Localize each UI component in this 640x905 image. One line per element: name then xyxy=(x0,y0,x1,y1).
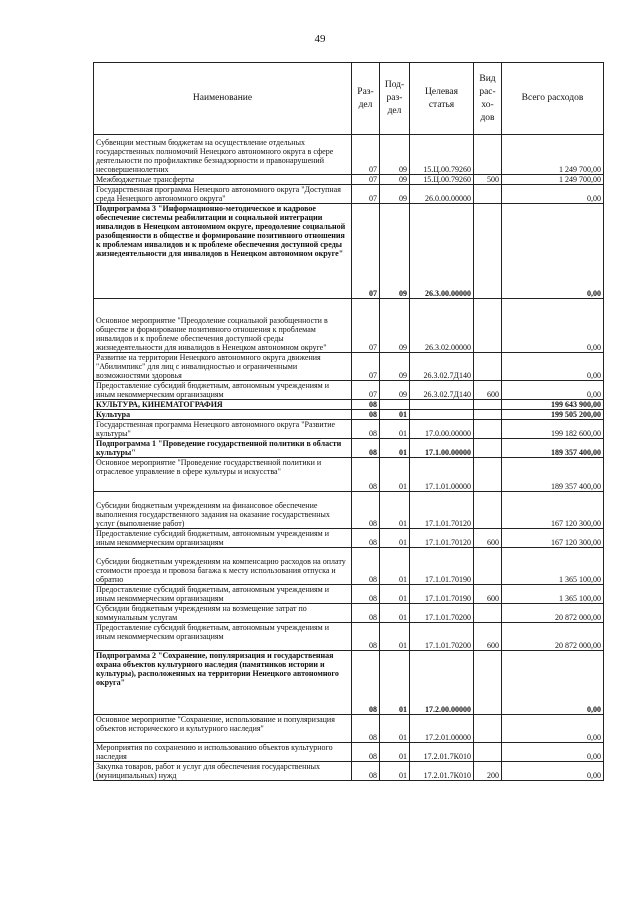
row-subsection: 01 xyxy=(380,410,410,420)
table-row xyxy=(94,762,604,781)
row-section: 08 xyxy=(352,420,380,439)
row-total: 0,00 xyxy=(502,353,604,381)
row-total: 0,00 xyxy=(502,715,604,743)
row-total: 199 505 200,00 xyxy=(502,410,604,420)
header-subsection: Под- раз- дел xyxy=(380,63,410,135)
row-section: 08 xyxy=(352,410,380,420)
row-subsection xyxy=(380,400,410,410)
row-name: Основное мероприятие "Проведение государственной политики и отраслевое управление в сфере культуры и искусства" xyxy=(94,458,352,492)
row-expense-type: 600 xyxy=(474,381,502,400)
row-subsection: 09 xyxy=(380,381,410,400)
row-name: Субсидии бюджетным учреждениям на финансовое обеспечение выполнения государственного задания на оказание государственных услуг (выполнение работ) xyxy=(94,492,352,529)
row-name: Межбюджетные трансферты xyxy=(94,175,352,185)
row-target-article: 17.2.00.00000 xyxy=(410,651,474,715)
row-section: 07 xyxy=(352,299,380,353)
table-row xyxy=(94,135,604,175)
row-total: 0,00 xyxy=(502,299,604,353)
row-total: 199 182 600,00 xyxy=(502,420,604,439)
row-target-article: 17.1.01.70120 xyxy=(410,492,474,529)
row-name: Предоставление субсидий бюджетным, автономным учреждениям и иным некоммерческим организациям xyxy=(94,623,352,651)
row-subsection: 01 xyxy=(380,529,410,548)
row-subsection: 01 xyxy=(380,585,410,604)
row-expense-type xyxy=(474,135,502,175)
row-section: 08 xyxy=(352,604,380,623)
row-subsection: 01 xyxy=(380,439,410,458)
header-target-article: Целевая статья xyxy=(410,63,474,135)
table-row xyxy=(94,458,604,492)
row-section: 08 xyxy=(352,743,380,762)
row-name: Государственная программа Ненецкого автономного округа "Доступная среда Ненецкого автономного округа" xyxy=(94,185,352,204)
row-subsection: 01 xyxy=(380,604,410,623)
row-name: Предоставление субсидий бюджетным, автономным учреждениям и иным некоммерческим организациям xyxy=(94,381,352,400)
table-row xyxy=(94,299,604,353)
row-total: 0,00 xyxy=(502,762,604,781)
row-target-article: 17.1.01.70190 xyxy=(410,585,474,604)
row-section: 08 xyxy=(352,439,380,458)
row-total: 167 120 300,00 xyxy=(502,529,604,548)
row-total: 189 357 400,00 xyxy=(502,439,604,458)
row-target-article: 17.1.01.70190 xyxy=(410,548,474,585)
table-row xyxy=(94,548,604,585)
row-section: 08 xyxy=(352,400,380,410)
row-total: 0,00 xyxy=(502,743,604,762)
row-target-article: 26.3.00.00000 xyxy=(410,204,474,299)
row-subsection: 01 xyxy=(380,743,410,762)
row-section: 08 xyxy=(352,529,380,548)
table-row xyxy=(94,204,604,299)
row-total: 20 872 000,00 xyxy=(502,623,604,651)
table-row xyxy=(94,381,604,400)
row-expense-type xyxy=(474,185,502,204)
row-target-article: 26.3.02.7Д140 xyxy=(410,381,474,400)
row-target-article: 17.1.01.70120 xyxy=(410,529,474,548)
row-name: Субвенции местным бюджетам на осуществление отдельных государственных полномочий Ненецкого автономного округа в сфере деятельности по профилактике безнадзорности и правонарушений несовершеннолетних xyxy=(94,135,352,175)
row-target-article: 17.1.01.70200 xyxy=(410,604,474,623)
row-name: Предоставление субсидий бюджетным, автономным учреждениям и иным некоммерческим организациям xyxy=(94,585,352,604)
row-section: 07 xyxy=(352,135,380,175)
page-number: 49 xyxy=(314,33,326,45)
row-section: 08 xyxy=(352,715,380,743)
row-subsection: 01 xyxy=(380,762,410,781)
row-total: 1 365 100,00 xyxy=(502,548,604,585)
row-section: 08 xyxy=(352,762,380,781)
row-subsection: 01 xyxy=(380,492,410,529)
row-subsection: 09 xyxy=(380,204,410,299)
row-total: 0,00 xyxy=(502,651,604,715)
table-row xyxy=(94,439,604,458)
row-target-article: 26.0.00.00000 xyxy=(410,185,474,204)
header-total: Всего расходов xyxy=(502,63,604,135)
row-name: Предоставление субсидий бюджетным, автономным учреждениям и иным некоммерческим организациям xyxy=(94,529,352,548)
table-row xyxy=(94,743,604,762)
row-target-article xyxy=(410,400,474,410)
table-row xyxy=(94,410,604,420)
row-section: 07 xyxy=(352,381,380,400)
row-subsection: 01 xyxy=(380,651,410,715)
row-name: Подпрограмма 2 "Сохранение, популяризация и государственная охрана объектов культурного наследия (памятников истории и культуры), расположенных на территории Ненецкого автономного округа" xyxy=(94,651,352,715)
table-row xyxy=(94,185,604,204)
row-subsection: 09 xyxy=(380,185,410,204)
header-name: Наименование xyxy=(94,63,352,135)
row-name: Основное мероприятие "Сохранение, использование и популяризация объектов исторического и культурного наследия" xyxy=(94,715,352,743)
row-subsection: 09 xyxy=(380,135,410,175)
row-name: Развитие на территории Ненецкого автономного округа движения "Абилимпикс" для лиц с инвалидностью и ограниченными возможностями здоровья xyxy=(94,353,352,381)
table-row xyxy=(94,353,604,381)
row-total: 0,00 xyxy=(502,381,604,400)
row-total: 1 365 100,00 xyxy=(502,585,604,604)
row-expense-type xyxy=(474,604,502,623)
row-expense-type xyxy=(474,400,502,410)
row-expense-type xyxy=(474,548,502,585)
row-target-article: 17.1.01.00000 xyxy=(410,458,474,492)
row-section: 07 xyxy=(352,353,380,381)
row-total: 189 357 400,00 xyxy=(502,458,604,492)
table-row xyxy=(94,400,604,410)
row-section: 08 xyxy=(352,548,380,585)
row-target-article: 26.3.02.7Д140 xyxy=(410,353,474,381)
budget-table xyxy=(93,62,604,781)
row-expense-type xyxy=(474,715,502,743)
row-subsection: 01 xyxy=(380,623,410,651)
row-name: Подпрограмма 1 "Проведение государственной политики в области культуры" xyxy=(94,439,352,458)
row-total: 0,00 xyxy=(502,204,604,299)
row-section: 07 xyxy=(352,175,380,185)
row-target-article: 26.3.02.00000 xyxy=(410,299,474,353)
header-section: Раз- дел xyxy=(352,63,380,135)
table-row xyxy=(94,420,604,439)
row-expense-type xyxy=(474,651,502,715)
row-expense-type: 600 xyxy=(474,585,502,604)
row-expense-type xyxy=(474,439,502,458)
row-expense-type: 200 xyxy=(474,762,502,781)
row-name: Культура xyxy=(94,410,352,420)
row-total: 167 120 300,00 xyxy=(502,492,604,529)
row-target-article xyxy=(410,410,474,420)
table-row xyxy=(94,715,604,743)
row-name: Закупка товаров, работ и услуг для обеспечения государственных (муниципальных) нужд xyxy=(94,762,352,781)
row-total: 0,00 xyxy=(502,185,604,204)
table-row xyxy=(94,651,604,715)
row-expense-type xyxy=(474,420,502,439)
row-section: 08 xyxy=(352,458,380,492)
table-header-row xyxy=(94,63,604,135)
row-target-article: 17.1.01.70200 xyxy=(410,623,474,651)
row-target-article: 15.Ц.00.79260 xyxy=(410,135,474,175)
row-expense-type xyxy=(474,299,502,353)
row-expense-type xyxy=(474,492,502,529)
row-target-article: 17.0.00.00000 xyxy=(410,420,474,439)
table-row xyxy=(94,623,604,651)
row-total: 1 249 700,00 xyxy=(502,135,604,175)
row-section: 08 xyxy=(352,651,380,715)
row-subsection: 01 xyxy=(380,548,410,585)
row-expense-type xyxy=(474,353,502,381)
row-target-article: 17.2.01.7К010 xyxy=(410,743,474,762)
row-subsection: 09 xyxy=(380,175,410,185)
row-subsection: 01 xyxy=(380,458,410,492)
row-expense-type xyxy=(474,204,502,299)
row-section: 07 xyxy=(352,185,380,204)
row-total: 199 643 900,00 xyxy=(502,400,604,410)
table-row xyxy=(94,175,604,185)
row-target-article: 15.Ц.00.79260 xyxy=(410,175,474,185)
row-name: Мероприятия по сохранению и использованию объектов культурного наследия xyxy=(94,743,352,762)
row-expense-type: 600 xyxy=(474,529,502,548)
table-body xyxy=(94,135,604,781)
row-name: Основное мероприятие "Преодоление социальной разобщенности в обществе и формирование позитивного отношения к проблемам инвалидов и к проблеме обеспечения доступной среды жизнедеятельности для инвалидов в Ненецком автономном округе" xyxy=(94,299,352,353)
row-expense-type: 600 xyxy=(474,623,502,651)
row-total: 20 872 000,00 xyxy=(502,604,604,623)
table-row xyxy=(94,492,604,529)
row-name: КУЛЬТУРА, КИНЕМАТОГРАФИЯ xyxy=(94,400,352,410)
row-expense-type: 500 xyxy=(474,175,502,185)
header-expense-type: Вид рас- хо- дов xyxy=(474,63,502,135)
row-name: Субсидии бюджетным учреждениям на компенсацию расходов на оплату стоимости проезда и провоза багажа к месту использования отпуска и обратно xyxy=(94,548,352,585)
row-section: 08 xyxy=(352,623,380,651)
row-section: 08 xyxy=(352,492,380,529)
row-target-article: 17.2.01.00000 xyxy=(410,715,474,743)
row-subsection: 01 xyxy=(380,715,410,743)
row-subsection: 01 xyxy=(380,420,410,439)
row-subsection: 09 xyxy=(380,353,410,381)
row-subsection: 09 xyxy=(380,299,410,353)
table-row xyxy=(94,604,604,623)
row-expense-type xyxy=(474,410,502,420)
row-section: 08 xyxy=(352,585,380,604)
row-expense-type xyxy=(474,743,502,762)
row-total: 1 249 700,00 xyxy=(502,175,604,185)
row-name: Государственная программа Ненецкого автономного округа "Развитие культуры" xyxy=(94,420,352,439)
table-row xyxy=(94,585,604,604)
table-row xyxy=(94,529,604,548)
row-target-article: 17.2.01.7К010 xyxy=(410,762,474,781)
row-name: Подпрограмма 3 "Информационно-методическое и кадровое обеспечение системы реабилитации и социальной интеграции инвалидов в Ненецком автономном округе, преодоление социальной разобщенности в обществе и формирование позитивного отношения к проблемам инвалидов и к проблеме обеспечения доступной среды жизнедеятельности для инвалидов в Ненецком автономном округе" xyxy=(94,204,352,299)
row-section: 07 xyxy=(352,204,380,299)
row-target-article: 17.1.00.00000 xyxy=(410,439,474,458)
row-expense-type xyxy=(474,458,502,492)
row-name: Субсидии бюджетным учреждениям на возмещение затрат по коммунальным услугам xyxy=(94,604,352,623)
